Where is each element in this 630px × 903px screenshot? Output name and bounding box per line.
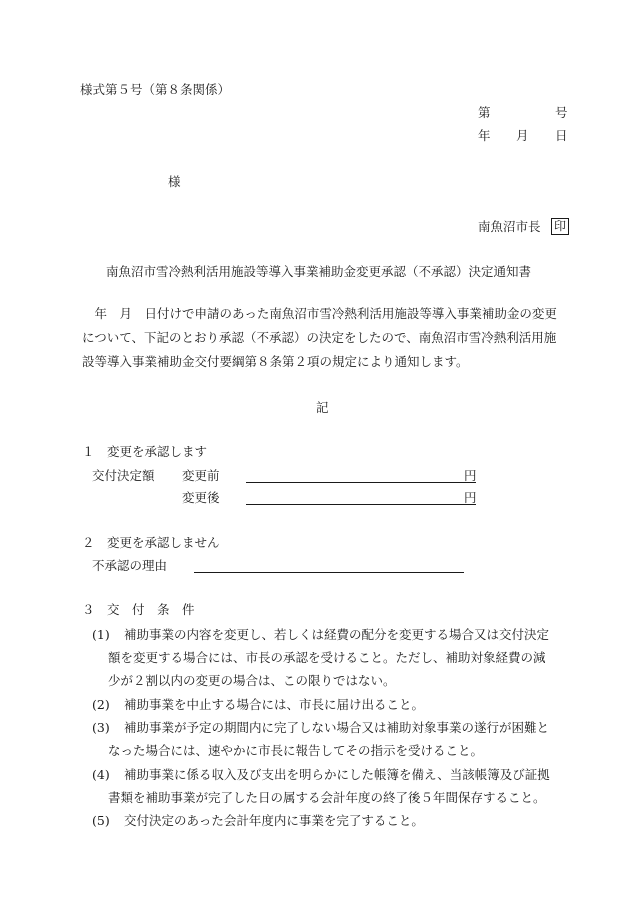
- condition-5-line-1: 交付決定のあった会計年度内に事業を完了すること。: [124, 813, 424, 828]
- body-line-1: 年 月 日付けで申請のあった南魚沼市雪冷熱利活用施設等導入事業補助金の変更: [82, 306, 557, 321]
- condition-4-line-2: 書類を補助事業が完了した日の属する会計年度の終了後５年間保存すること。: [108, 790, 546, 805]
- rejection-reason-line: [194, 572, 464, 573]
- after-change-label: 変更後: [182, 490, 220, 505]
- condition-2-number: (2): [92, 697, 110, 712]
- date-month-label: 月: [516, 128, 529, 143]
- condition-1-line-1: 補助事業の内容を変更し、若しくは経費の配分を変更する場合又は交付決定: [124, 627, 550, 642]
- seal-mark: [551, 218, 569, 235]
- condition-2-line-1: 補助事業を中止する場合には、市長に届け出ること。: [124, 697, 425, 712]
- condition-3-line-1: 補助事業が予定の期間内に完了しない場合又は補助対象事業の遂行が困難と: [124, 720, 550, 735]
- section1-heading: １ 変更を承認します: [82, 444, 208, 459]
- before-change-label: 変更前: [182, 468, 220, 483]
- rejection-reason-label: 不承認の理由: [92, 558, 168, 573]
- condition-1-line-3: 少が２割以内の変更の場合は、この限りではない。: [108, 673, 396, 688]
- date-year-label: 年: [478, 128, 491, 143]
- issuer-name: 南魚沼市長: [478, 219, 541, 234]
- form-number: 様式第５号（第８条関係）: [80, 82, 231, 97]
- condition-4-line-1: 補助事業に係る収入及び支出を明らかにした帳簿を備え、当該帳簿及び証拠: [124, 767, 550, 782]
- body-line-3: 設等導入事業補助金交付要綱第８条第２項の規定により通知します。: [82, 354, 469, 369]
- body-line-2: について、下記のとおり承認（不承認）の決定をしたので、南魚沼市雪冷熱利活用施: [82, 330, 557, 345]
- section3-heading: ３ 交 付 条 件: [82, 602, 195, 617]
- document-title: 南魚沼市雪冷熱利活用施設等導入事業補助金変更承認（不承認）決定通知書: [106, 264, 532, 279]
- doc-number-prefix: 第: [478, 105, 491, 120]
- date-day-label: 日: [555, 128, 568, 143]
- after-yen-label: 円: [464, 490, 477, 505]
- before-yen-label: 円: [464, 468, 477, 483]
- condition-4-number: (4): [92, 767, 110, 782]
- condition-1-line-2: 額を変更する場合には、市長の承認を受けること。ただし、補助対象経費の減: [108, 650, 546, 665]
- ki-heading: 記: [316, 400, 329, 415]
- condition-3-number: (3): [92, 720, 110, 735]
- grant-amount-label: 交付決定額: [92, 468, 155, 483]
- addressee-suffix: 様: [168, 174, 181, 189]
- section2-heading: ２ 変更を承認しません: [82, 535, 220, 550]
- seal-text: 印: [551, 218, 569, 235]
- condition-3-line-2: なった場合には、速やかに市長に報告してその指示を受けること。: [108, 743, 484, 758]
- condition-1-number: (1): [92, 627, 110, 642]
- before-amount-line: [246, 482, 476, 483]
- doc-number-suffix: 号: [555, 105, 568, 120]
- condition-5-number: (5): [92, 813, 110, 828]
- after-amount-line: [246, 504, 476, 505]
